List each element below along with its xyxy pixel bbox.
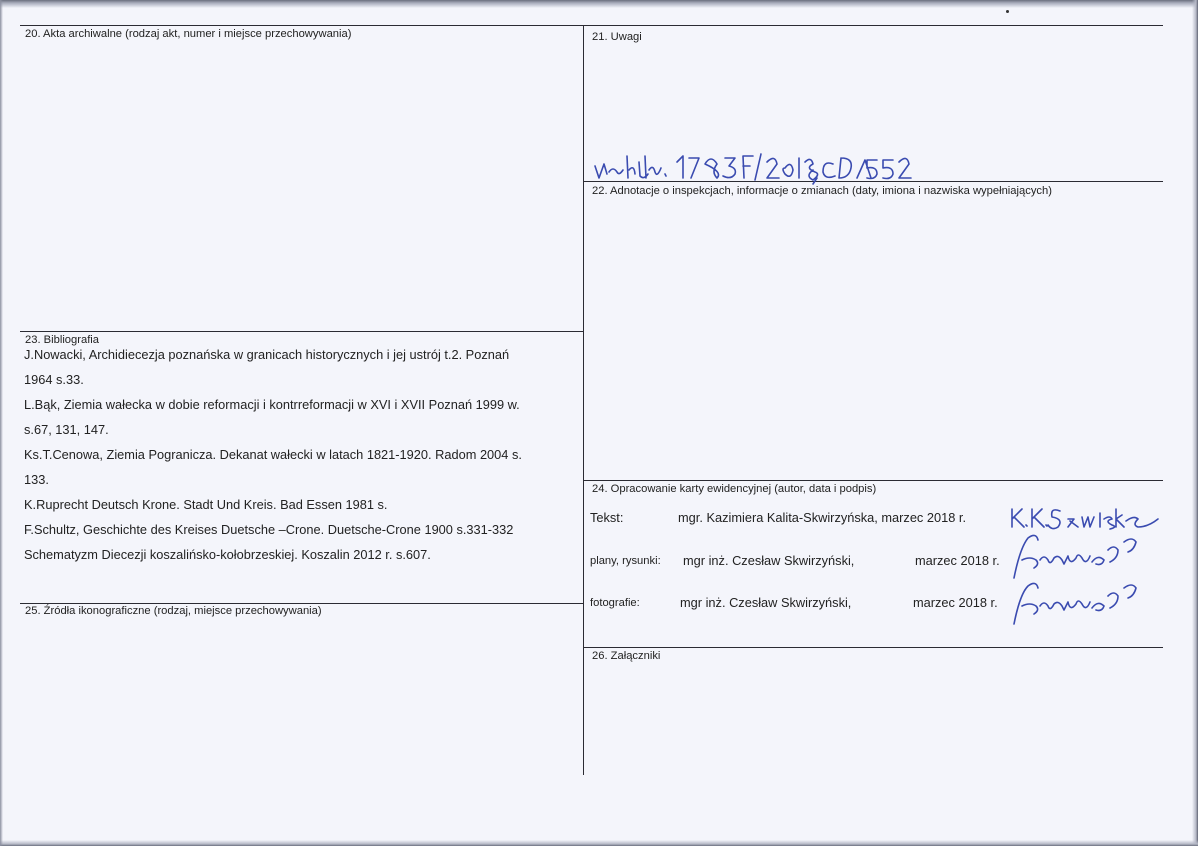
- prepared-plans-label: plany, rysunki:: [590, 555, 661, 567]
- prepared-photos-author: mgr inż. Czesław Skwirzyński,: [680, 595, 852, 610]
- section-20-title: 20. Akta archiwalne (rodzaj akt, numer i miejsce przechowywania): [25, 28, 352, 40]
- scan-edge-left: [0, 0, 3, 846]
- bibliography-line: Ks.T.Cenowa, Ziemia Pogranicza. Dekanat wałecki w latach 1821-1920. Radom 2004 s.: [24, 447, 522, 462]
- prepared-text-label: Tekst:: [590, 510, 624, 525]
- bibliography-list: [24, 347, 584, 572]
- bibliography-line: L.Bąk, Ziemia wałecka w dobie reformacji i kontrreformacji w XVI i XVII Poznań 1999 w.: [24, 397, 520, 412]
- section-26-title: 26. Załączniki: [592, 650, 661, 662]
- bibliography-line: Schematyzm Diecezji koszalińsko-kołobrzeskiej. Koszalin 2012 r. s.607.: [24, 547, 431, 562]
- bibliography-line: s.67, 131, 147.: [24, 422, 109, 437]
- section-23-title: 23. Bibliografia: [25, 334, 100, 346]
- prepared-plans-date: marzec 2018 r.: [915, 553, 1000, 568]
- signature-plans-author: [1012, 530, 1162, 580]
- scan-speck: [1006, 10, 1009, 13]
- rule-above-attachments: [583, 647, 1163, 648]
- bibliography-line: F.Schultz, Geschichte des Kreises Duetsche –Crone. Duetsche-Crone 1900 s.331-332: [24, 522, 514, 537]
- uwagi-handwritten-note: [593, 150, 933, 184]
- prepared-photos-label: fotografie:: [590, 597, 640, 609]
- rule-above-preparation: [583, 480, 1163, 481]
- section-24-title: 24. Opracowanie karty ewidencyjnej (autor, data i podpis): [592, 483, 877, 495]
- bibliography-line: 1964 s.33.: [24, 372, 84, 387]
- prepared-photos-date: marzec 2018 r.: [913, 595, 998, 610]
- scan-edge-right: [1192, 0, 1198, 846]
- section-22-title: 22. Adnotacje o inspekcjach, informacje o zmianach (daty, imiona i nazwiska wypełniających): [592, 185, 1052, 197]
- signature-text-author: [1008, 505, 1158, 533]
- signature-photos-author: [1012, 578, 1162, 628]
- bibliography-line: K.Ruprecht Deutsch Krone. Stadt Und Kreis. Bad Essen 1981 s.: [24, 497, 388, 512]
- section-25-title: 25. Źródła ikonograficzne (rodzaj, miejsce przechowywania): [25, 605, 322, 617]
- section-21-title: 21. Uwagi: [592, 31, 642, 43]
- prepared-text-author: mgr. Kazimiera Kalita-Skwirzyńska, marzec 2018 r.: [678, 510, 967, 525]
- form-top-rule: [20, 25, 1163, 26]
- scan-edge-top: [0, 0, 1198, 8]
- rule-above-bibliography: [20, 331, 583, 332]
- scan-edge-bottom: [0, 840, 1198, 846]
- bibliography-line: J.Nowacki, Archidiecezja poznańska w granicach historycznych i jej ustrój t.2. Poznań: [24, 347, 510, 362]
- bibliography-line: 133.: [24, 472, 49, 487]
- prepared-plans-author: mgr inż. Czesław Skwirzyński,: [683, 553, 855, 568]
